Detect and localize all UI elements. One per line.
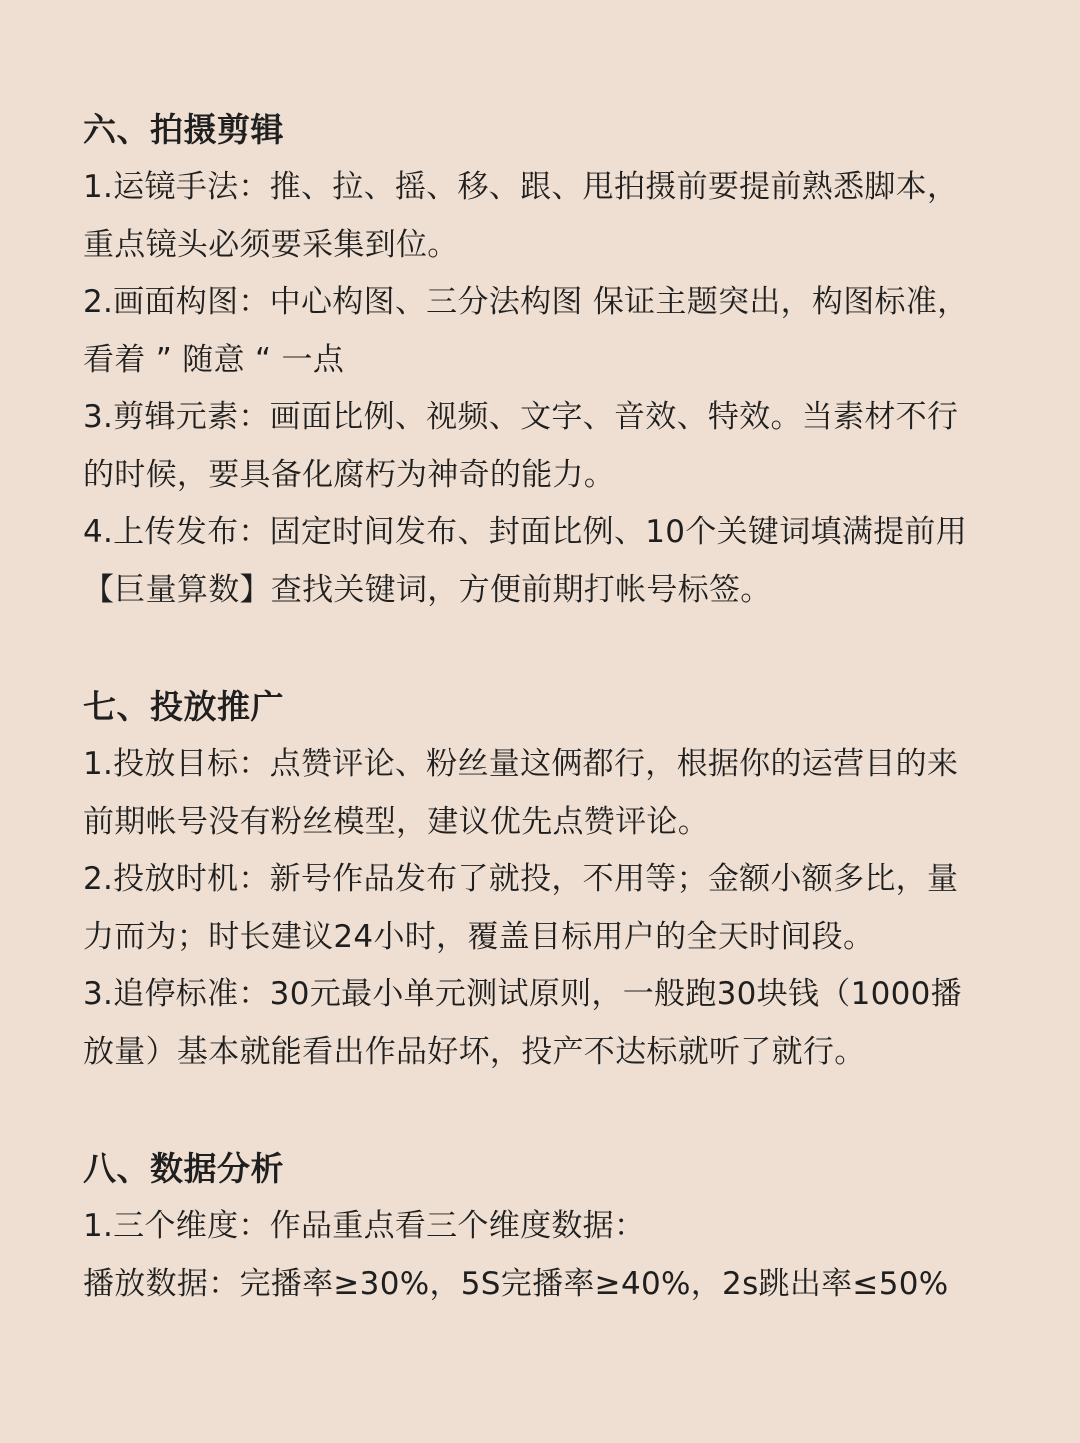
paragraph-line: 看着 ” 随意 “ 一点 (83, 341, 345, 378)
paragraph-line: 的时候，要具备化腐朽为神奇的能力。 (83, 456, 616, 493)
paragraph-line: 力而为；时长建议24小时，覆盖目标用户的全天时间段。 (83, 918, 875, 955)
paragraph-line: 3.剪辑元素：画面比例、视频、文字、音效、特效。当素材不行 (83, 399, 959, 436)
paragraph-line: 2.投放时机：新号作品发布了就投，不用等；金额小额多比，量 (83, 861, 959, 898)
section-promotion (83, 678, 1013, 1081)
paragraph-line: 播放数据：完播率≥30%，5S完播率≥40%，2s跳出率≤50% (83, 1265, 949, 1302)
section-heading: 七、投放推广 (83, 686, 284, 726)
section-shooting-editing (83, 101, 1013, 619)
paragraph-line: 1.三个维度：作品重点看三个维度数据： (83, 1208, 646, 1245)
paragraph-line: 重点镜头必须要采集到位。 (83, 226, 459, 263)
paragraph-line: 【巨量算数】查找关键词，方便前期打帐号标签。 (83, 571, 772, 608)
paragraph-line: 前期帐号没有粉丝模型，建议优先点赞评论。 (83, 803, 709, 840)
paragraph-line: 4.上传发布：固定时间发布、封面比例、10个关键词填满提前用 (83, 514, 968, 551)
section-heading: 六、拍摄剪辑 (83, 109, 284, 149)
paragraph-line: 2.画面构图：中心构图、三分法构图 保证主题突出，构图标准， (83, 284, 969, 321)
section-data-analysis (83, 1140, 1013, 1313)
paragraph-line: 放量）基本就能看出作品好坏，投产不达标就听了就行。 (83, 1033, 866, 1070)
paragraph-line: 3.追停标准：30元最小单元测试原则，一般跑30块钱（1000播 (83, 976, 962, 1013)
paragraph-line: 1.投放目标：点赞评论、粉丝量这俩都行，根据你的运营目的来 (83, 746, 959, 783)
paragraph-line: 1.运镜手法：推、拉、摇、移、跟、甩拍摄前要提前熟悉脚本， (83, 169, 959, 206)
section-heading: 八、数据分析 (83, 1148, 284, 1188)
